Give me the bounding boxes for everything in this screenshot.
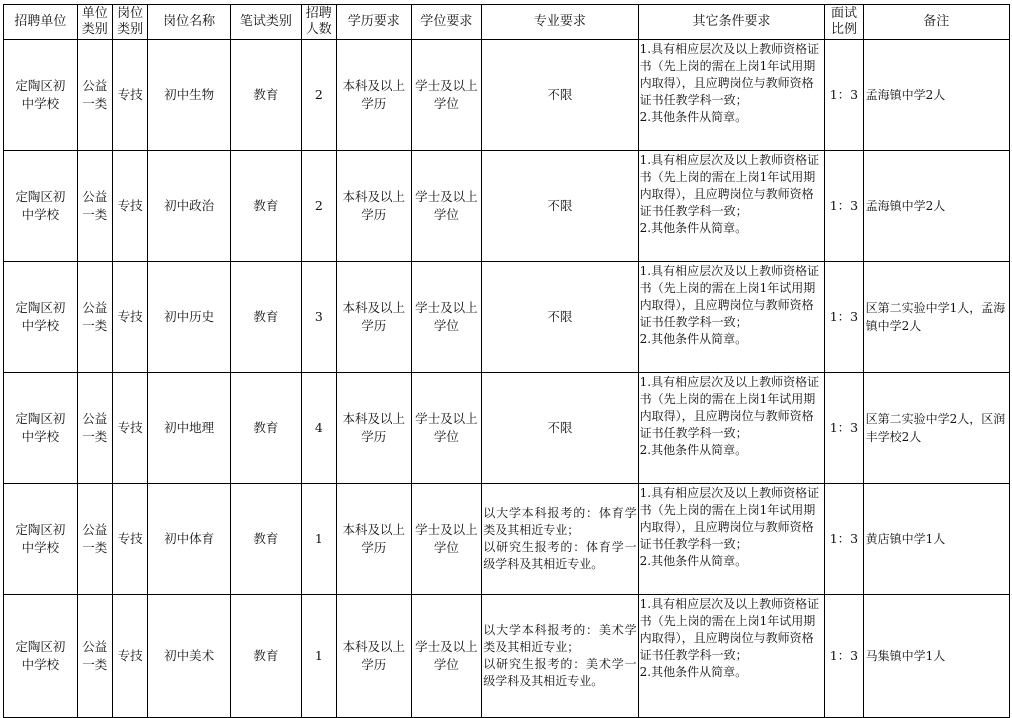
cell-count: 3 xyxy=(301,262,336,373)
cell-exam-type: 教育 xyxy=(231,373,302,484)
cell-unit: 定陶区初 中学校 xyxy=(4,595,78,718)
cell-post-name: 初中历史 xyxy=(148,262,231,373)
recruitment-table xyxy=(3,4,1010,718)
cell-major: 不限 xyxy=(482,40,638,151)
cell-unit-type: 公益 一类 xyxy=(77,595,112,718)
cell-note: 孟海镇中学2人 xyxy=(863,151,1009,262)
cell-education: 本科及以上 学历 xyxy=(336,595,411,718)
cell-exam-type: 教育 xyxy=(231,484,302,595)
cell-exam-type: 教育 xyxy=(231,262,302,373)
cell-note: 区第二实验中学2人，区润丰学校2人 xyxy=(863,373,1009,484)
cell-unit-type: 公益 一类 xyxy=(77,262,112,373)
cell-exam-type: 教育 xyxy=(231,595,302,718)
cell-post-name: 初中政治 xyxy=(148,151,231,262)
cell-count: 1 xyxy=(301,595,336,718)
cell-unit: 定陶区初 中学校 xyxy=(4,40,78,151)
cell-ratio: 1：3 xyxy=(825,151,863,262)
cell-ratio: 1：3 xyxy=(825,373,863,484)
header-education: 学历要求 xyxy=(336,5,411,40)
cell-note: 区第二实验中学1人，孟海镇中学2人 xyxy=(863,262,1009,373)
cell-post-name: 初中体育 xyxy=(148,484,231,595)
cell-post-name: 初中地理 xyxy=(148,373,231,484)
header-degree: 学位要求 xyxy=(411,5,482,40)
cell-post-type: 专技 xyxy=(112,373,147,484)
header-ratio: 面试 比例 xyxy=(825,5,863,40)
cell-exam-type: 教育 xyxy=(231,151,302,262)
cell-unit-type: 公益 一类 xyxy=(77,151,112,262)
table-row xyxy=(4,595,1010,718)
cell-degree: 学士及以上 学位 xyxy=(411,40,482,151)
cell-unit-type: 公益 一类 xyxy=(77,40,112,151)
cell-post-name: 初中美术 xyxy=(148,595,231,718)
cell-major: 不限 xyxy=(482,262,638,373)
header-post-type: 岗位 类别 xyxy=(112,5,147,40)
cell-ratio: 1：3 xyxy=(825,595,863,718)
table-row xyxy=(4,151,1010,262)
header-other: 其它条件要求 xyxy=(638,5,825,40)
cell-education: 本科及以上 学历 xyxy=(336,151,411,262)
cell-ratio: 1：3 xyxy=(825,262,863,373)
cell-count: 4 xyxy=(301,373,336,484)
cell-degree: 学士及以上 学位 xyxy=(411,262,482,373)
cell-note: 马集镇中学1人 xyxy=(863,595,1009,718)
cell-unit: 定陶区初 中学校 xyxy=(4,151,78,262)
cell-other: 1.具有相应层次及以上教师资格证书（先上岗的需在上岗1年试用期内取得），且应聘岗位与教师资格证书任教学科一致； 2.其他条件从简章。 xyxy=(638,373,825,484)
cell-count: 2 xyxy=(301,151,336,262)
cell-unit-type: 公益 一类 xyxy=(77,373,112,484)
table-row xyxy=(4,373,1010,484)
cell-unit-type: 公益 一类 xyxy=(77,484,112,595)
header-unit: 招聘单位 xyxy=(4,5,78,40)
cell-major: 不限 xyxy=(482,373,638,484)
cell-other: 1.具有相应层次及以上教师资格证书（先上岗的需在上岗1年试用期内取得），且应聘岗位与教师资格证书任教学科一致； 2.其他条件从简章。 xyxy=(638,595,825,718)
cell-other: 1.具有相应层次及以上教师资格证书（先上岗的需在上岗1年试用期内取得），且应聘岗位与教师资格证书任教学科一致； 2.其他条件从简章。 xyxy=(638,151,825,262)
header-note: 备注 xyxy=(863,5,1009,40)
cell-education: 本科及以上 学历 xyxy=(336,373,411,484)
cell-major: 不限 xyxy=(482,151,638,262)
cell-post-type: 专技 xyxy=(112,151,147,262)
cell-degree: 学士及以上 学位 xyxy=(411,595,482,718)
cell-post-type: 专技 xyxy=(112,40,147,151)
table-row xyxy=(4,262,1010,373)
cell-education: 本科及以上 学历 xyxy=(336,40,411,151)
cell-post-type: 专技 xyxy=(112,262,147,373)
cell-other: 1.具有相应层次及以上教师资格证书（先上岗的需在上岗1年试用期内取得），且应聘岗位与教师资格证书任教学科一致； 2.其他条件从简章。 xyxy=(638,40,825,151)
header-unit-type: 单位 类别 xyxy=(77,5,112,40)
table-row xyxy=(4,484,1010,595)
cell-post-type: 专技 xyxy=(112,484,147,595)
header-major: 专业要求 xyxy=(482,5,638,40)
cell-unit: 定陶区初 中学校 xyxy=(4,262,78,373)
cell-unit: 定陶区初 中学校 xyxy=(4,484,78,595)
cell-degree: 学士及以上 学位 xyxy=(411,151,482,262)
cell-count: 2 xyxy=(301,40,336,151)
cell-major: 以大学本科报考的：体育学类及其相近专业； 以研究生报考的：体育学一级学科及其相近专业。 xyxy=(482,484,638,595)
cell-education: 本科及以上 学历 xyxy=(336,484,411,595)
cell-major: 以大学本科报考的：美术学类及其相近专业； 以研究生报考的：美术学一级学科及其相近专业。 xyxy=(482,595,638,718)
cell-ratio: 1：3 xyxy=(825,40,863,151)
cell-other: 1.具有相应层次及以上教师资格证书（先上岗的需在上岗1年试用期内取得），且应聘岗位与教师资格证书任教学科一致； 2.其他条件从简章。 xyxy=(638,262,825,373)
cell-note: 孟海镇中学2人 xyxy=(863,40,1009,151)
cell-other: 1.具有相应层次及以上教师资格证书（先上岗的需在上岗1年试用期内取得），且应聘岗位与教师资格证书任教学科一致； 2.其他条件从简章。 xyxy=(638,484,825,595)
cell-education: 本科及以上 学历 xyxy=(336,262,411,373)
header-exam-type: 笔试类别 xyxy=(231,5,302,40)
cell-ratio: 1：3 xyxy=(825,484,863,595)
cell-post-type: 专技 xyxy=(112,595,147,718)
cell-degree: 学士及以上 学位 xyxy=(411,484,482,595)
header-count: 招聘 人数 xyxy=(301,5,336,40)
header-row xyxy=(4,5,1010,40)
cell-note: 黄店镇中学1人 xyxy=(863,484,1009,595)
cell-post-name: 初中生物 xyxy=(148,40,231,151)
cell-count: 1 xyxy=(301,484,336,595)
cell-unit: 定陶区初 中学校 xyxy=(4,373,78,484)
header-post-name: 岗位名称 xyxy=(148,5,231,40)
cell-exam-type: 教育 xyxy=(231,40,302,151)
table-row xyxy=(4,40,1010,151)
cell-degree: 学士及以上 学位 xyxy=(411,373,482,484)
